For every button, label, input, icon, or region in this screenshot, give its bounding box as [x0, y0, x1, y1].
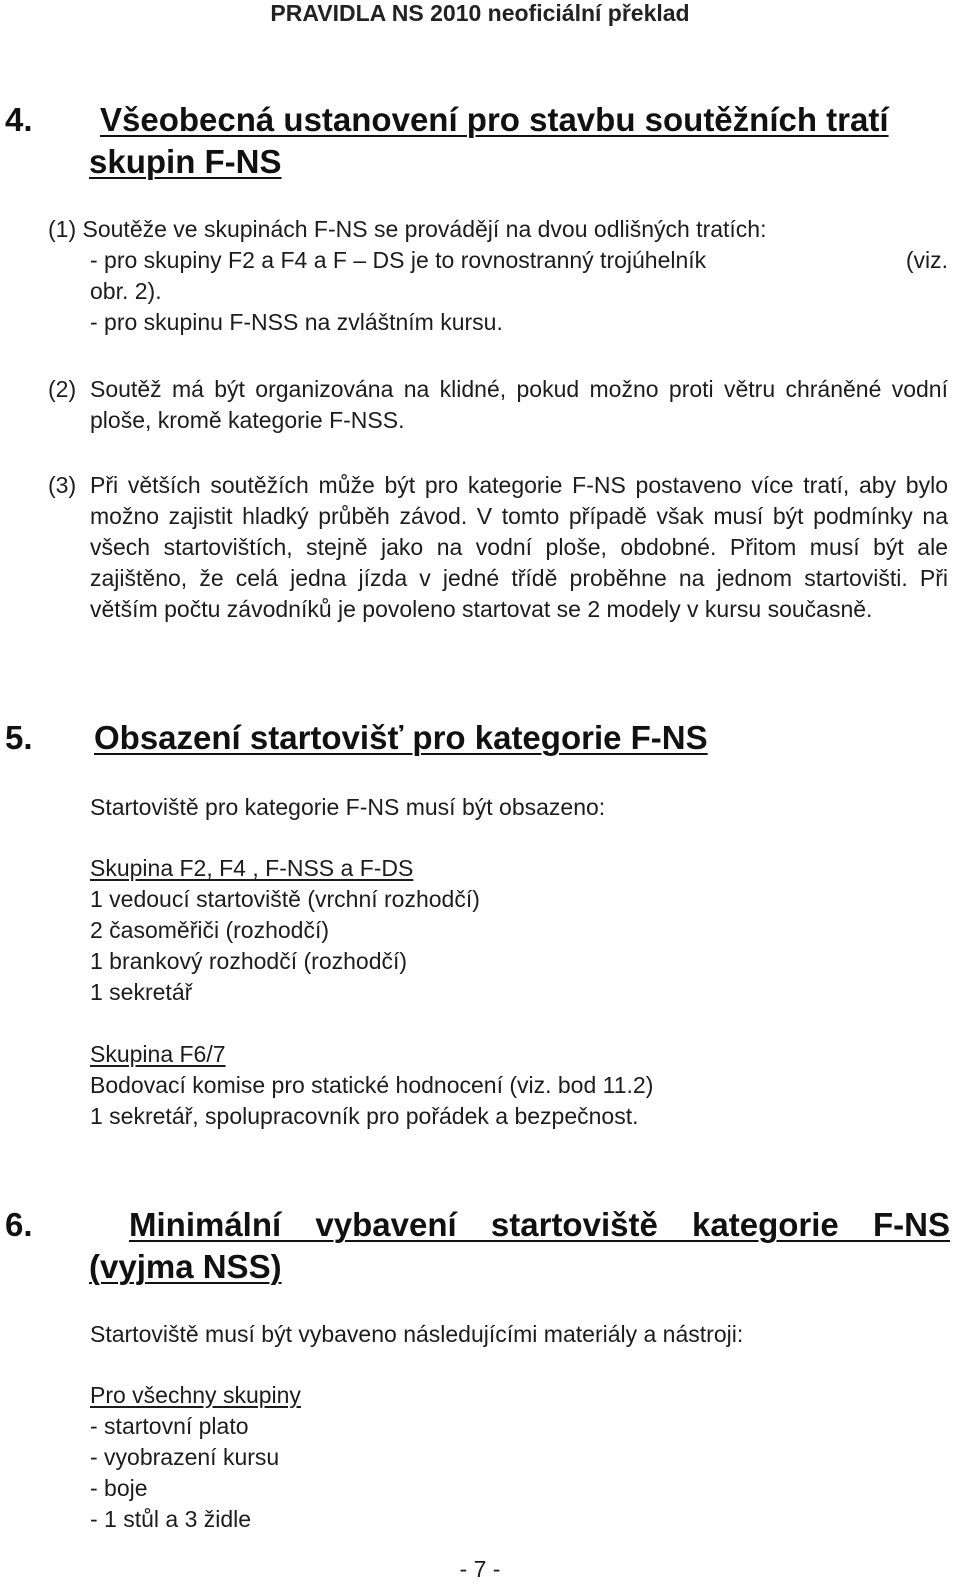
- section-5-group-1: [90, 853, 948, 1008]
- section-5-intro: Startoviště pro kategorie F-NS musí být obsazeno:: [90, 794, 606, 820]
- equipment-item: - boje: [90, 1475, 148, 1501]
- p1-line-3: obr. 2).: [90, 278, 162, 304]
- p3-number: (3): [48, 472, 77, 498]
- group-1-item: 1 vedoucí startoviště (vrchní rozhodčí): [90, 886, 480, 912]
- section-6-intro: Startoviště musí být vybaveno následujícími materiály a nástroji:: [90, 1321, 744, 1347]
- group-2-item: 1 sekretář, spolupracovník pro pořádek a bezpečnost.: [90, 1103, 639, 1129]
- p2-text: Soutěž má být organizována na klidné, pokud možno proti větru chráněné vodní ploše, kromě kategorie F-NSS.: [90, 376, 948, 433]
- section-6-title-line1-text: Minimální vybavení startoviště kategorie F-NS: [129, 1206, 950, 1243]
- p1-line-2-text: - pro skupiny F2 a F4 a F – DS je to rovnostranný trojúhelník: [90, 247, 707, 273]
- section-5-title: Obsazení startovišť pro kategorie F-NS: [94, 719, 708, 756]
- equipment-item: - vyobrazení kursu: [90, 1444, 280, 1470]
- p2-number: (2): [48, 376, 77, 402]
- group-1-title: Skupina F2, F4 , F-NSS a F-DS: [90, 855, 414, 881]
- section-6-list: [90, 1380, 948, 1535]
- section-4-title-line2: skupin F-NS: [89, 143, 282, 180]
- section-6-group-title: Pro všechny skupiny: [90, 1382, 301, 1408]
- section-4-title-line1: Všeobecná ustanovení pro stavbu soutěžních tratí: [100, 101, 889, 138]
- p1-line-1: (1) Soutěže ve skupinách F-NS se provádějí na dvou odlišných tratích:: [48, 216, 767, 242]
- p1-line-2: [48, 245, 948, 276]
- section-6-heading: [5, 1203, 950, 1293]
- section-6-title-line1: [129, 1203, 950, 1247]
- section-4-heading: [5, 98, 950, 188]
- section-5-group-2: [90, 1039, 948, 1132]
- equipment-item: - 1 stůl a 3 židle: [90, 1506, 252, 1532]
- equipment-item: - startovní plato: [90, 1413, 249, 1439]
- page-header: PRAVIDLA NS 2010 neoficiální překlad: [270, 0, 690, 26]
- section-4-paragraph-1: [48, 214, 948, 338]
- page-number: - 7 -: [459, 1556, 501, 1582]
- p1-line-4: - pro skupinu F-NSS na zvláštním kursu.: [90, 309, 503, 335]
- section-6-number: 6.: [5, 1206, 33, 1243]
- group-2-item: Bodovací komise pro statické hodnocení (viz. bod 11.2): [90, 1072, 654, 1098]
- section-4-number: 4.: [5, 101, 33, 138]
- group-1-item: 1 sekretář: [90, 979, 193, 1005]
- section-5-heading: [5, 716, 950, 762]
- group-2-title: Skupina F6/7: [90, 1041, 226, 1067]
- section-5-number: 5.: [5, 719, 33, 756]
- p3-text: Při větších soutěžích může být pro kategorie F-NS postaveno více tratí, aby bylo možno zajistit hladký průběh závod. V tomto případě však musí být podmínky na všech startovištích, stejně jako na vodní ploše, obdobné. Přitom musí být ale zajištěno, že celá jedna jízda v jedné třídě proběhne na jednom startovišti. Při větším počtu závodníků je povoleno startovat se 2 modely v kursu současně.: [90, 472, 948, 622]
- group-1-item: 1 brankový rozhodčí (rozhodčí): [90, 948, 408, 974]
- section-6-title-line2: (vyjma NSS): [89, 1248, 282, 1285]
- group-1-item: 2 časoměřiči (rozhodčí): [90, 917, 330, 943]
- p1-line-2-end: (viz.: [905, 247, 948, 273]
